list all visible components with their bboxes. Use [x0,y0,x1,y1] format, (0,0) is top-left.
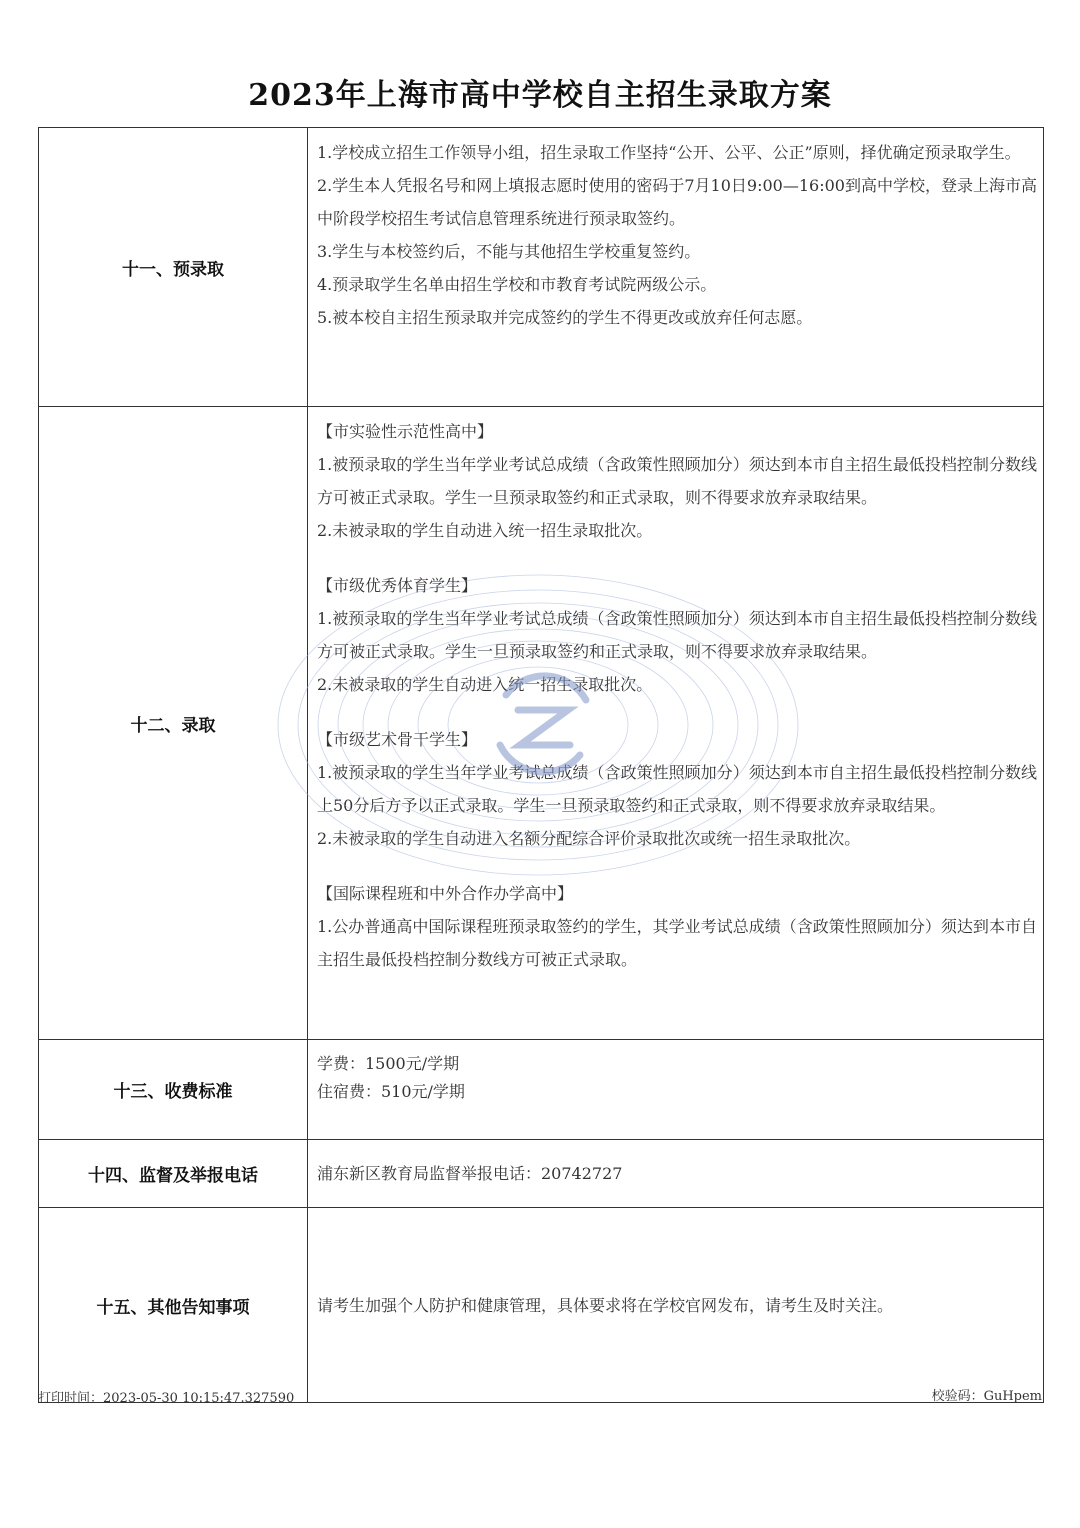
tuition-fee: 学费：1500元/学期 [317,1054,460,1073]
document-title: 2023年上海市高中学校自主招生录取方案 [248,78,832,113]
section-label-fees: 十三、收费标准 [39,1040,308,1140]
table-row [39,407,1044,1040]
list-item: 2.未被录取的学生自动进入统一招生录取批次。 [317,521,653,540]
subsection-heading: 【市级艺术骨干学生】 [317,730,478,749]
list-item: 1.被预录取的学生当年学业考试总成绩（含政策性照顾加分）须达到本市自主招生最低投档控制分数线方可被正式录取。学生一旦预录取签约和正式录取，则不得要求放弃录取结果。 [317,609,1037,661]
list-item: 4.预录取学生名单由招生学校和市教育考试院两级公示。 [317,275,717,294]
list-item: 1.学校成立招生工作领导小组，招生录取工作坚持“公开、公平、公正”原则，择优确定预录取学生。 [317,143,1021,162]
section-label-other: 十五、其他告知事项 [39,1208,308,1403]
section-content-pre-admission [308,128,1044,407]
other-notice: 请考生加强个人防护和健康管理，具体要求将在学校官网发布，请考生及时关注。 [317,1295,894,1315]
table-row [39,128,1044,407]
list-item: 2.未被录取的学生自动进入名额分配综合评价录取批次或统一招生录取批次。 [317,829,861,848]
list-item: 1.被预录取的学生当年学业考试总成绩（含政策性照顾加分）须达到本市自主招生最低投档控制分数线上50分后方予以正式录取。学生一旦预录取签约和正式录取，则不得要求放弃录取结果。 [317,763,1037,815]
boarding-fee: 住宿费：510元/学期 [317,1082,465,1101]
subsection-heading: 【市实验性示范性高中】 [317,422,494,441]
table-row [39,1040,1044,1140]
section-label-pre-admission: 十一、预录取 [39,128,308,407]
list-item: 3.学生与本校签约后，不能与其他招生学校重复签约。 [317,242,701,261]
list-item: 1.公办普通高中国际课程班预录取签约的学生，其学业考试总成绩（含政策性照顾加分）须达到本市自主招生最低投档控制分数线方可被正式录取。 [317,917,1037,969]
print-time: 打印时间：2023-05-30 10:15:47.327590 [38,1391,295,1406]
list-item: 2.未被录取的学生自动进入统一招生录取批次。 [317,675,653,694]
subsection-heading: 【市级优秀体育学生】 [317,576,478,595]
table-row [39,1208,1044,1403]
list-item: 1.被预录取的学生当年学业考试总成绩（含政策性照顾加分）须达到本市自主招生最低投档控制分数线方可被正式录取。学生一旦预录取签约和正式录取，则不得要求放弃录取结果。 [317,455,1037,507]
section-content-supervision [308,1140,1044,1208]
section-content-other [308,1208,1044,1403]
verify-code: 校验码：GuHpem [931,1389,1042,1404]
section-label-admission: 十二、录取 [39,407,308,1040]
supervision-phone: 浦东新区教育局监督举报电话：20742727 [317,1164,623,1183]
section-content-fees [308,1040,1044,1140]
list-item: 5.被本校自主招生预录取并完成签约的学生不得更改或放弃任何志愿。 [317,308,813,327]
table-row [39,1140,1044,1208]
section-content-admission [308,407,1044,1040]
section-label-supervision: 十四、监督及举报电话 [39,1140,308,1208]
subsection-heading: 【国际课程班和中外合作办学高中】 [317,884,574,903]
list-item: 2.学生本人凭报名号和网上填报志愿时使用的密码于7月10日9:00—16:00到高中学校，登录上海市高中阶段学校招生考试信息管理系统进行预录取签约。 [317,176,1037,228]
admission-plan-table [38,127,1044,1403]
